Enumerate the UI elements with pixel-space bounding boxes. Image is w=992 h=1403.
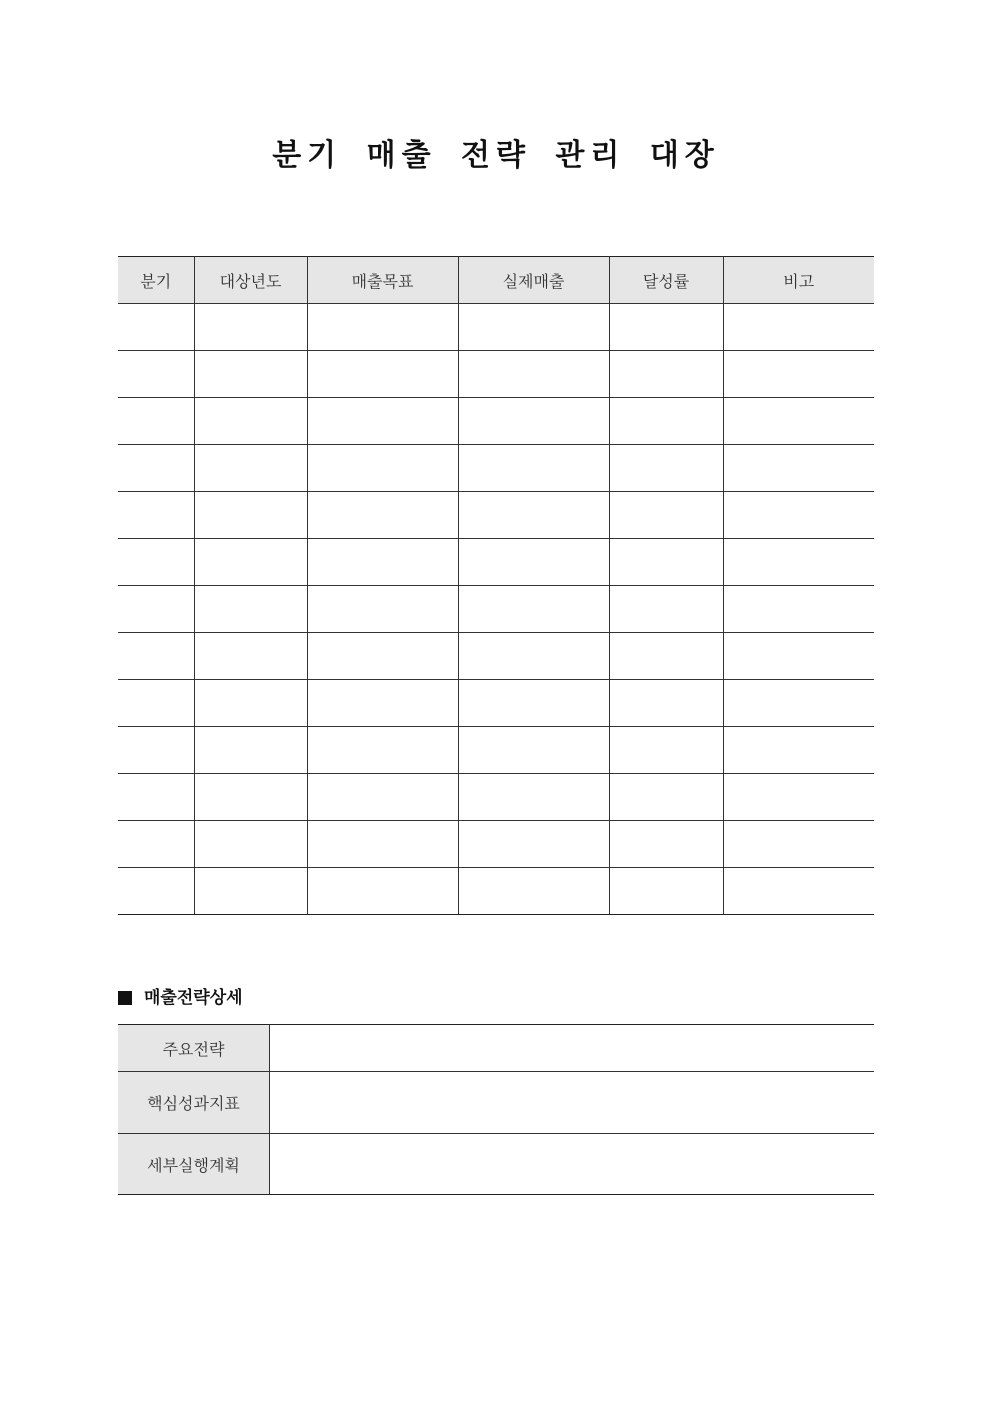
header-remarks: 비고 — [723, 257, 874, 304]
detail-value-main-strategy[interactable] — [270, 1025, 875, 1072]
cell-actual-sales[interactable] — [458, 445, 609, 492]
cell-actual-sales[interactable] — [458, 680, 609, 727]
detail-value-kpi[interactable] — [270, 1072, 875, 1134]
table-row — [118, 351, 874, 398]
cell-achievement-rate[interactable] — [609, 539, 723, 586]
cell-quarter[interactable] — [118, 492, 194, 539]
cell-sales-target[interactable] — [307, 398, 458, 445]
cell-achievement-rate[interactable] — [609, 492, 723, 539]
cell-actual-sales[interactable] — [458, 868, 609, 915]
cell-sales-target[interactable] — [307, 304, 458, 351]
cell-sales-target[interactable] — [307, 727, 458, 774]
table-row — [118, 492, 874, 539]
cell-target-year[interactable] — [194, 680, 307, 727]
cell-actual-sales[interactable] — [458, 351, 609, 398]
table-row — [118, 633, 874, 680]
table-row — [118, 398, 874, 445]
cell-remarks[interactable] — [723, 445, 874, 492]
header-sales-target: 매출목표 — [307, 257, 458, 304]
cell-quarter[interactable] — [118, 539, 194, 586]
table-row — [118, 539, 874, 586]
cell-actual-sales[interactable] — [458, 727, 609, 774]
detail-label-kpi: 핵심성과지표 — [118, 1072, 270, 1134]
cell-sales-target[interactable] — [307, 586, 458, 633]
cell-remarks[interactable] — [723, 727, 874, 774]
header-actual-sales: 실제매출 — [458, 257, 609, 304]
detail-row — [118, 1072, 874, 1134]
sales-table — [118, 256, 874, 915]
detail-row — [118, 1025, 874, 1072]
table-row — [118, 680, 874, 727]
table-row — [118, 586, 874, 633]
cell-actual-sales[interactable] — [458, 633, 609, 680]
cell-achievement-rate[interactable] — [609, 727, 723, 774]
cell-quarter[interactable] — [118, 821, 194, 868]
cell-target-year[interactable] — [194, 304, 307, 351]
header-achievement-rate: 달성률 — [609, 257, 723, 304]
header-target-year: 대상년도 — [194, 257, 307, 304]
cell-sales-target[interactable] — [307, 351, 458, 398]
cell-sales-target[interactable] — [307, 539, 458, 586]
cell-actual-sales[interactable] — [458, 304, 609, 351]
cell-sales-target[interactable] — [307, 680, 458, 727]
cell-actual-sales[interactable] — [458, 774, 609, 821]
square-bullet-icon — [118, 991, 132, 1005]
cell-achievement-rate[interactable] — [609, 633, 723, 680]
cell-actual-sales[interactable] — [458, 586, 609, 633]
cell-remarks[interactable] — [723, 304, 874, 351]
cell-actual-sales[interactable] — [458, 821, 609, 868]
cell-remarks[interactable] — [723, 633, 874, 680]
cell-quarter[interactable] — [118, 586, 194, 633]
strategy-detail-heading-text: 매출전략상세 — [144, 988, 243, 1008]
cell-actual-sales[interactable] — [458, 492, 609, 539]
cell-remarks[interactable] — [723, 868, 874, 915]
cell-target-year[interactable] — [194, 445, 307, 492]
cell-remarks[interactable] — [723, 398, 874, 445]
cell-remarks[interactable] — [723, 774, 874, 821]
table-header-row — [118, 257, 874, 304]
cell-achievement-rate[interactable] — [609, 680, 723, 727]
cell-remarks[interactable] — [723, 351, 874, 398]
cell-achievement-rate[interactable] — [609, 586, 723, 633]
cell-remarks[interactable] — [723, 821, 874, 868]
document-title: 분기 매출 전략 관리 대장 — [272, 138, 720, 173]
strategy-detail-table — [118, 1024, 874, 1195]
cell-quarter[interactable] — [118, 727, 194, 774]
cell-achievement-rate[interactable] — [609, 351, 723, 398]
cell-remarks[interactable] — [723, 539, 874, 586]
cell-sales-target[interactable] — [307, 633, 458, 680]
cell-target-year[interactable] — [194, 727, 307, 774]
cell-quarter[interactable] — [118, 868, 194, 915]
cell-remarks[interactable] — [723, 586, 874, 633]
table-row — [118, 868, 874, 915]
cell-quarter[interactable] — [118, 445, 194, 492]
cell-achievement-rate[interactable] — [609, 445, 723, 492]
cell-target-year[interactable] — [194, 586, 307, 633]
cell-sales-target[interactable] — [307, 445, 458, 492]
cell-quarter[interactable] — [118, 633, 194, 680]
cell-quarter[interactable] — [118, 774, 194, 821]
table-row — [118, 727, 874, 774]
cell-target-year[interactable] — [194, 492, 307, 539]
cell-sales-target[interactable] — [307, 821, 458, 868]
table-row — [118, 304, 874, 351]
cell-remarks[interactable] — [723, 680, 874, 727]
table-row — [118, 774, 874, 821]
cell-achievement-rate[interactable] — [609, 821, 723, 868]
cell-target-year[interactable] — [194, 774, 307, 821]
cell-sales-target[interactable] — [307, 774, 458, 821]
detail-label-main-strategy: 주요전략 — [118, 1025, 270, 1072]
cell-target-year[interactable] — [194, 821, 307, 868]
cell-achievement-rate[interactable] — [609, 304, 723, 351]
cell-achievement-rate[interactable] — [609, 868, 723, 915]
detail-label-action-plan: 세부실행계획 — [118, 1134, 270, 1195]
cell-target-year[interactable] — [194, 351, 307, 398]
table-row — [118, 445, 874, 492]
cell-achievement-rate[interactable] — [609, 774, 723, 821]
cell-actual-sales[interactable] — [458, 398, 609, 445]
cell-quarter[interactable] — [118, 398, 194, 445]
cell-target-year[interactable] — [194, 633, 307, 680]
cell-target-year[interactable] — [194, 398, 307, 445]
cell-remarks[interactable] — [723, 492, 874, 539]
detail-row — [118, 1134, 874, 1195]
cell-sales-target[interactable] — [307, 868, 458, 915]
cell-achievement-rate[interactable] — [609, 398, 723, 445]
table-row — [118, 821, 874, 868]
cell-quarter[interactable] — [118, 680, 194, 727]
cell-target-year[interactable] — [194, 539, 307, 586]
cell-quarter[interactable] — [118, 351, 194, 398]
cell-actual-sales[interactable] — [458, 539, 609, 586]
cell-sales-target[interactable] — [307, 492, 458, 539]
cell-target-year[interactable] — [194, 868, 307, 915]
cell-quarter[interactable] — [118, 304, 194, 351]
header-quarter: 분기 — [118, 257, 194, 304]
strategy-detail-heading — [118, 986, 243, 1010]
detail-value-action-plan[interactable] — [270, 1134, 875, 1195]
